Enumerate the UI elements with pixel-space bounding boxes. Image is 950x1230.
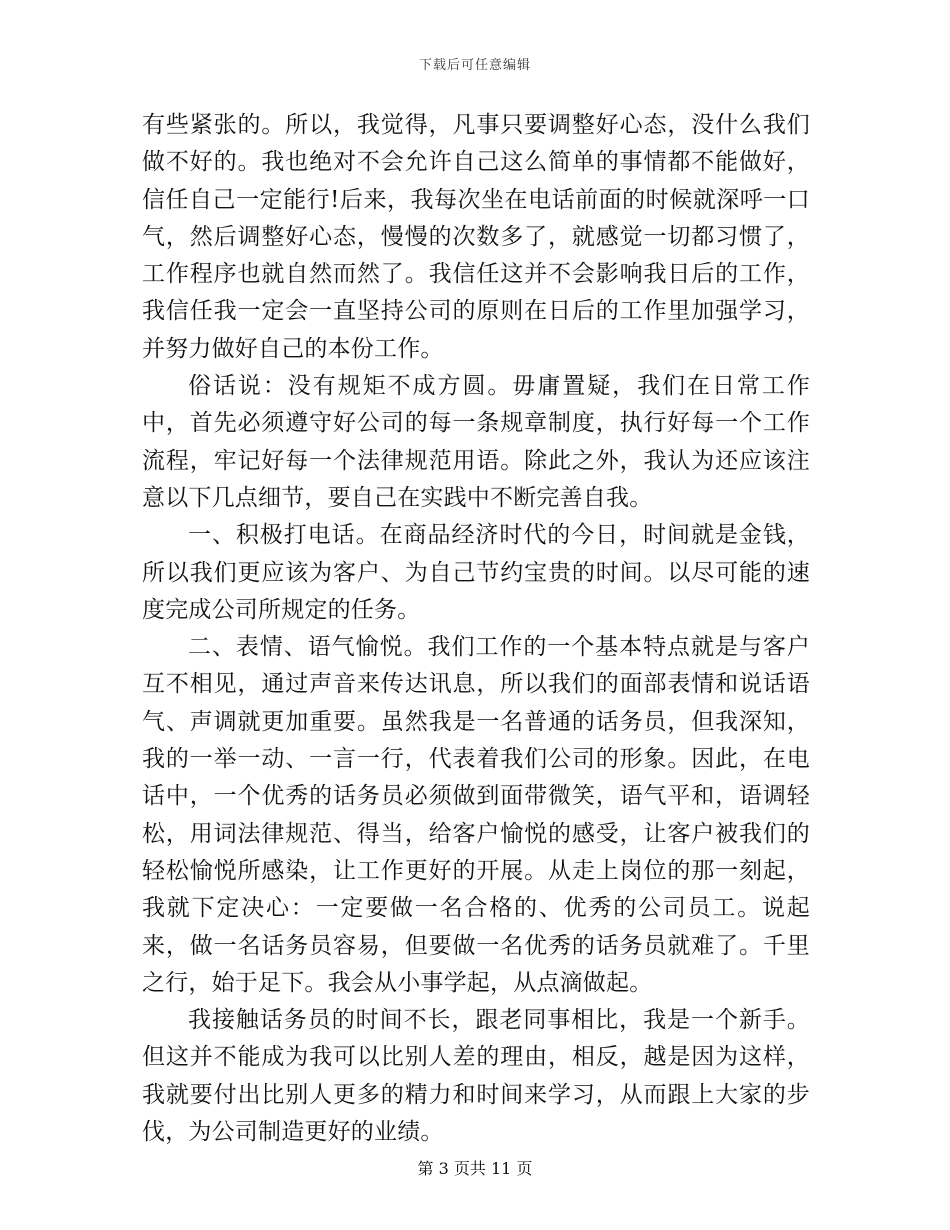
paragraph-1: 有些紧张的。所以，我觉得，凡事只要调整好心态，没什么我们做不好的。我也绝对不会允许自己这么简单的事情都不能做好，信任自己一定能行!后来，我每次坐在电话前面的时候就深呼一口气，然后调整好心态，慢慢的次数多了，就感觉一切都习惯了，工作程序也就自然而然了。我信任这并不会影响我日后的工作，我信任我一定会一直坚持公司的原则在日后的工作里加强学习，并努力做好自己的本份工作。 [142,112,810,362]
page-number: 第 3 页共 11 页 [417,1159,533,1178]
paragraph-5: 我接触话务员的时间不长，跟老同事相比，我是一个新手。但这并不能成为我可以比别人差的理由，相反，越是因为这样，我就要付出比别人更多的精力和时间来学习，从而跟上大家的步伐，为公司制造更好的业绩。 [142,1007,810,1146]
header-note: 下载后可任意编辑 [418,58,531,73]
document-body [142,107,810,1151]
paragraph-3: 一、积极打电话。在商品经济时代的今日，时间就是金钱，所以我们更应该为客户、为自己节约宝贵的时间。以尽可能的速度完成公司所规定的任务。 [142,522,810,623]
paragraph-2: 俗话说：没有规矩不成方圆。毋庸置疑，我们在日常工作中，首先必须遵守好公司的每一条规章制度，执行好每一个工作流程，牢记好每一个法律规范用语。除此之外，我认为还应该注意以下几点细节，要自己在实践中不断完善自我。 [142,373,810,511]
paragraph-4: 二、表情、语气愉悦。我们工作的一个基本特点就是与客户互不相见，通过声音来传达讯息，所以我们的面部表情和说话语气、声调就更加重要。虽然我是一名普通的话务员，但我深知，我的一举一动、一言一行，代表着我们公司的形象。因此，在电话中，一个优秀的话务员必须做到面带微笑，语气平和，语调轻松，用词法律规范、得当，给客户愉悦的感受，让客户被我们的轻松愉悦所感染，让工作更好的开展。从走上岗位的那一刻起，我就下定决心：一定要做一名合格的、优秀的公司员工。说起来，做一名话务员容易，但要做一名优秀的话务员就难了。千里之行，始于足下。我会从小事学起，从点滴做起。 [142,634,810,996]
